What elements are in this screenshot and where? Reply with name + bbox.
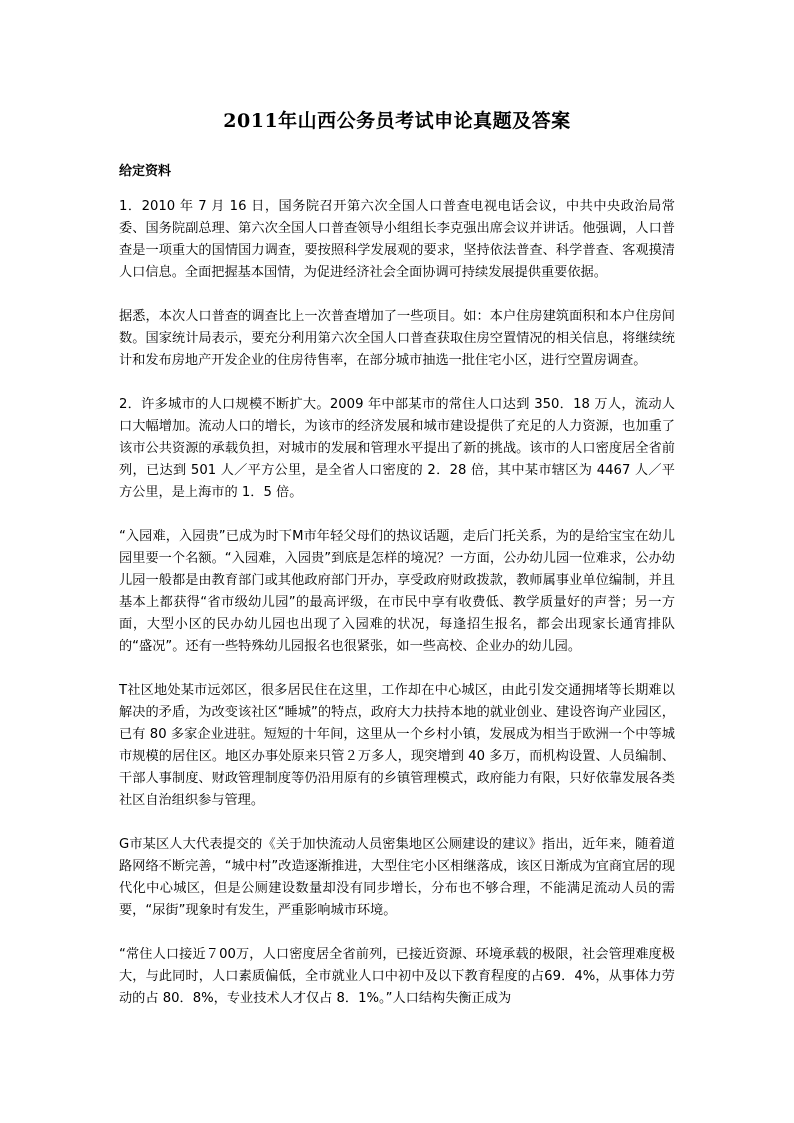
- paragraph-1: 1．2010 年 7 月 16 日，国务院召开第六次全国人口普查电视电话会议，中共中央政治局常委、国务院副总理、第六次全国人口普查领导小组组长李克强出席会议并讲话。他强调，人口普查是一项重大的国情国力调查，要按照科学发展观的要求，坚持依法普查、科学普查、客观摸清人口信息。全面把握基本国情，为促进经济社会全面协调可持续发展提供重要依据。: [119, 199, 675, 280]
- paragraph-4: “入园难，入园贵”已成为时下M市年轻父母们的热议话题，走后门托关系，为的是给宝宝在幼儿园里要一个名额。“入园难，入园贵”到底是怎样的境况？一方面，公办幼儿园一位难求，公办幼儿园一般都是由教育部门或其他政府部门开办，享受政府财政拨款，教师属事业单位编制，并且基本上都获得“省市级幼儿园”的最高评级，在市民中享有收费低、教学质量好的声誉；另一方面，大型小区的民办幼儿园也出现了入园难的状况，每逢招生报名，都会出现家长通宵排队的“盛况”。还有一些特殊幼儿园报名也很紧张，如一些高校、企业办的幼儿园。: [119, 529, 675, 654]
- document-title: 2011年山西公务员考试申论真题及答案: [223, 110, 571, 132]
- paragraph-5: T社区地处某市远郊区，很多居民住在这里，工作却在中心城区，由此引发交通拥堵等长期难以解决的矛盾，为改变该社区“睡城”的特点，政府大力扶持本地的就业创业、建设咨询产业园区，已有 80 多家企业进驻。短短的十年间，这里从一个乡村小镇，发展成为相当于欧洲一个中等城市规模的居住区。地区办事处原来只管２万多人，现突增到 40 多万，而机构设置、人员编制、干部人事制度、财政管理制度等仍沿用原有的乡镇管理模式，政府能力有限，只好依靠发展各类社区自治组织参与管理。: [119, 683, 675, 808]
- paragraph-7: “常住人口接近７00万，人口密度居全省前列，已接近资源、环境承载的极限，社会管理难度极大，与此同时，人口素质偏低，全市就业人口中初中及以下教育程度的占69．4%，从事体力劳动的占 80．8%，专业技术人才仅占 8．1%。”人口结构失衡正成为: [119, 947, 675, 1006]
- paragraph-6: G市某区人大代表提交的《关于加快流动人员密集地区公厕建设的建议》指出，近年来，随着道路网络不断完善，“城中村”改造逐渐推进，大型住宅小区相继落成，该区日渐成为宜商宜居的现代化中心城区，但是公厕建设数量却没有同步增长，分布也不够合理，不能满足流动人员的需要，“尿街”现象时有发生，严重影响城市环境。: [119, 837, 675, 918]
- document-body: [119, 196, 675, 1032]
- section-heading: 给定资料: [119, 164, 172, 179]
- paragraph-3: 2．许多城市的人口规模不断扩大。2009 年中部某市的常住人口达到 350．18 万人，流动人口大幅增加。流动人口的增长，为该市的经济发展和城市建设提供了充足的人力资源，也加重了该市公共资源的承载负担，对城市的发展和管理水平提出了新的挑战。该市的人口密度居全省前列，已达到 501 人／平方公里，是全省人口密度的 2．28 倍，其中某市辖区为 4467 人／平方公里，是上海市的 1．5 倍。: [119, 397, 675, 500]
- paragraph-2: 据悉，本次人口普查的调查比上一次普查增加了一些项目。如：本户住房建筑面积和本户住房间数。国家统计局表示，要充分利用第六次全国人口普查获取住房空置情况的相关信息，将继续统计和发布房地产开发企业的住房待售率，在部分城市抽选一批住宅小区，进行空置房调查。: [119, 309, 675, 368]
